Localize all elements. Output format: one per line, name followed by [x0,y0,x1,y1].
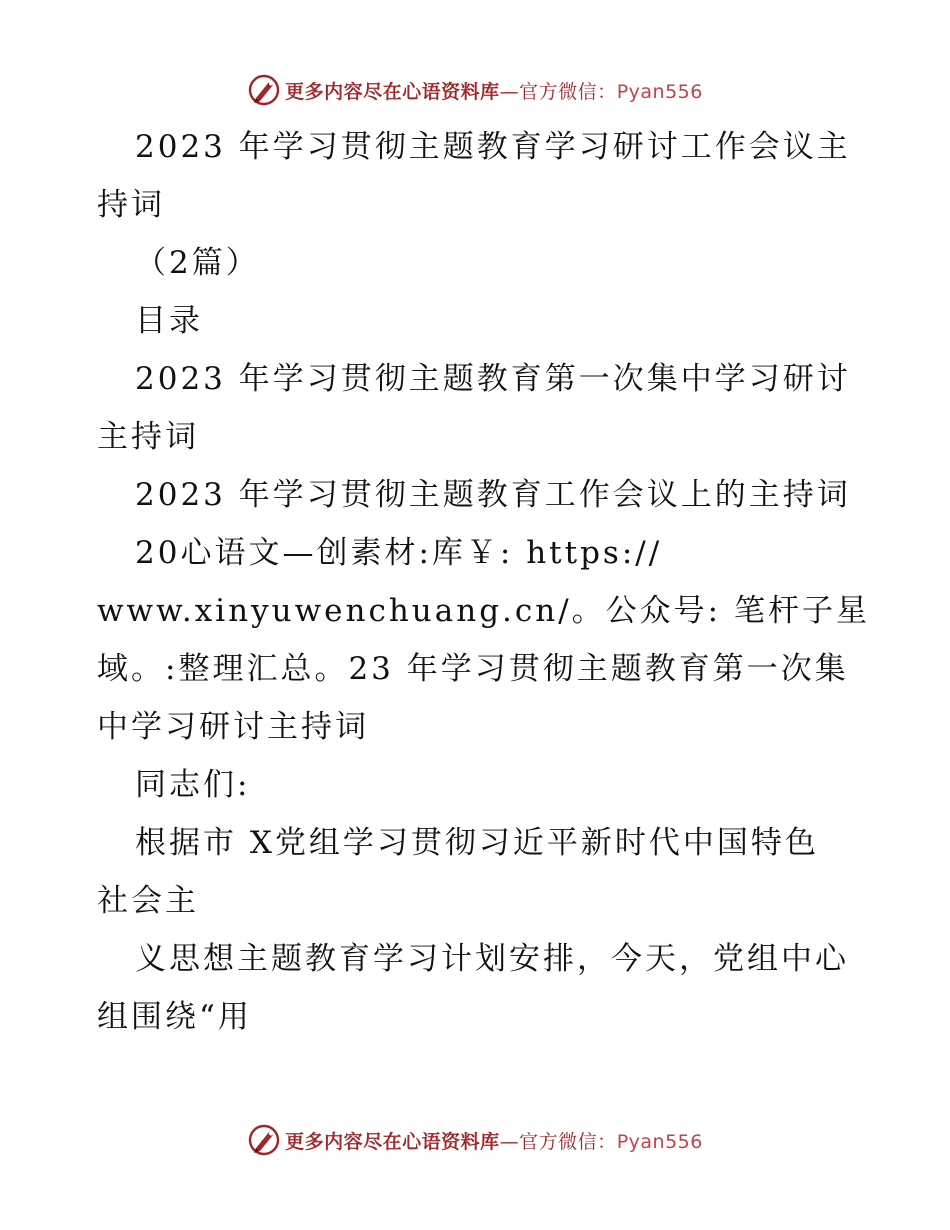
banner-slogan: 更多内容尽在心语资料库 [285,80,500,103]
banner-wechat-label: 官方微信： [519,1130,617,1153]
document-body [97,118,870,1046]
banner-text [285,77,703,104]
text-line: 同志们: [135,767,251,803]
header-banner [0,70,950,110]
banner-slogan: 更多内容尽在心语资料库 [285,1130,500,1153]
text-line: 中学习研讨主持词 [97,709,369,745]
text-line: 2023 年学习贯彻主题教育工作会议上的主持词 [135,477,851,513]
text-line: 主持词 [97,419,199,455]
text-line: www.xinyuwenchuang.cn/。公众号: 笔杆子星 [97,593,870,629]
text-line: 2023 年学习贯彻主题教育学习研讨工作会议主 [135,129,851,165]
text-line: 义思想主题教育学习计划安排，今天，党组中心 [135,941,849,977]
text-line: 2023 年学习贯彻主题教育第一次集中学习研讨 [135,361,851,397]
text-line: 根据市 X党组学习贯彻习近平新时代中国特色 [135,825,819,861]
text-line: 持词 [97,187,165,223]
banner-dash: — [499,80,520,103]
text-line: 社会主 [97,883,199,919]
text-line: 目录 [135,303,203,339]
pen-logo-icon [247,73,281,107]
banner-wechat-id: Pyan556 [616,1130,703,1153]
text-line: （2篇） [135,245,260,281]
banner-text [285,1127,703,1154]
text-line: 域。:整理汇总。23 年学习贯彻主题教育第一次集 [97,651,849,687]
pen-logo-icon [247,1123,281,1157]
banner-dash: — [499,1130,520,1153]
text-line: 20心语文—创素材:库￥: https:// [135,535,663,571]
banner-wechat-label: 官方微信： [519,80,617,103]
banner-wechat-id: Pyan556 [616,80,703,103]
text-line: 组围绕“用 [97,999,252,1035]
footer-banner [0,1120,950,1160]
